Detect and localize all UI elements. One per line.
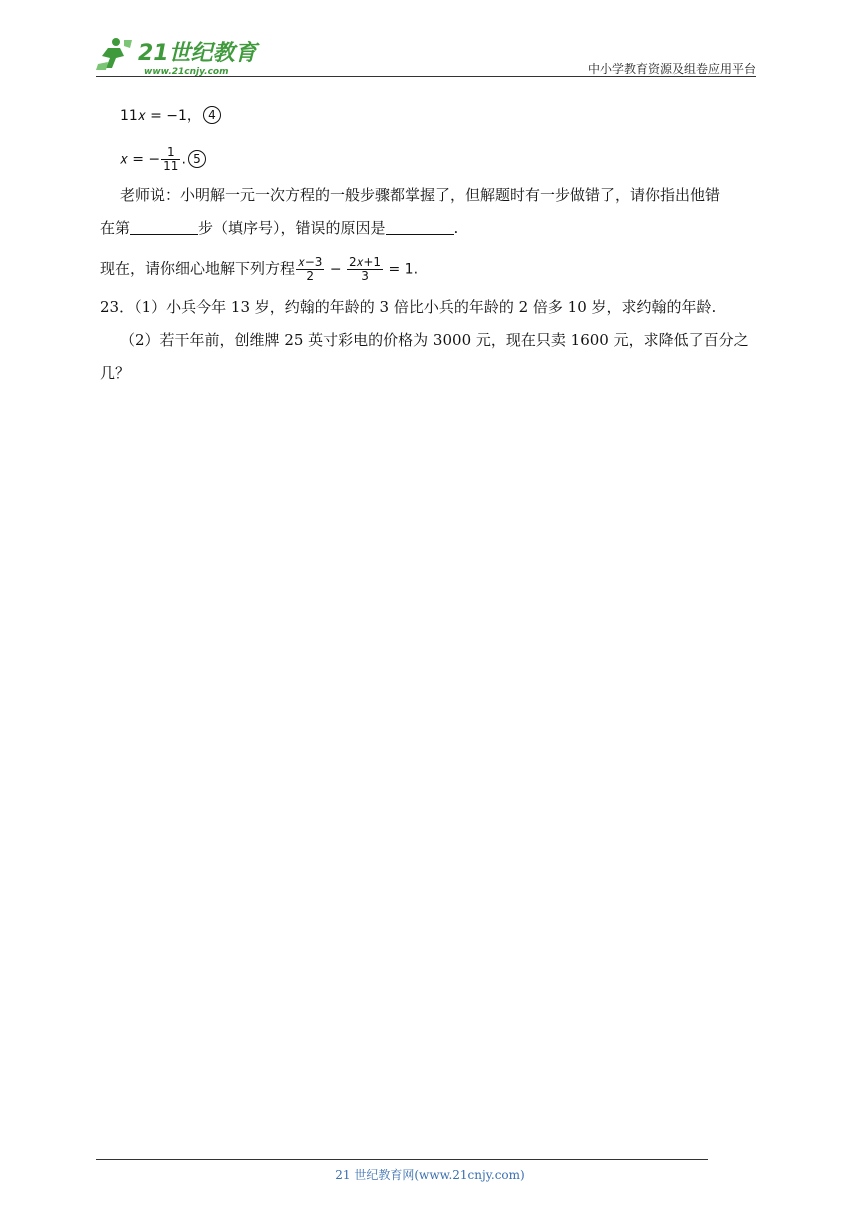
- step-number-blank[interactable]: [130, 220, 198, 235]
- solve-prefix: 现在，请你细心地解下列方程: [100, 259, 296, 278]
- step-5-period: .: [181, 151, 186, 168]
- step-5-marker: 5: [188, 150, 206, 168]
- fraction-2-numerator: 2𝑥+1: [349, 255, 382, 269]
- reason-blank[interactable]: [386, 220, 454, 235]
- logo-text: 21世纪教育: [138, 41, 257, 66]
- fraction-1-denominator: 2: [306, 269, 315, 283]
- header-divider: [96, 76, 756, 77]
- step-4-marker: 4: [203, 106, 221, 124]
- step-4-equation: 11𝑥 = −1，: [120, 108, 201, 124]
- runner-icon: [96, 38, 132, 70]
- fraction-2: [347, 256, 383, 283]
- footer-link[interactable]: 21 世纪教育网(www.21cnjy.com): [335, 1168, 525, 1182]
- step-4-line: [120, 105, 221, 126]
- question-23-part-2: （2）若干年前，创维牌 25 英寸彩电的价格为 3000 元，现在只卖 1600 元，求降低了百分之: [120, 331, 749, 349]
- solve-equation-line: [100, 256, 418, 283]
- fraction-1-numerator: 𝑥−3: [298, 255, 323, 269]
- footer-divider: [96, 1159, 708, 1160]
- fraction-2-denominator: 3: [361, 269, 369, 283]
- equation-rhs: = 1.: [384, 261, 419, 278]
- site-logo: [94, 34, 264, 78]
- step-5-lhs: 𝑥 = −: [120, 151, 161, 168]
- step-5-denominator: 11: [163, 159, 179, 173]
- fraction-1: [296, 256, 324, 283]
- teacher-comment-line-2: [100, 218, 458, 238]
- step-5-line: [120, 146, 206, 173]
- question-23-part-2-continued: 几？: [100, 364, 131, 382]
- minus-sign: −: [325, 261, 347, 278]
- logo-url: www.21cnjy.com: [144, 67, 229, 77]
- teacher-line2-c: .: [453, 219, 459, 237]
- step-5-numerator: 1: [161, 146, 180, 160]
- step-5-fraction: [161, 146, 180, 173]
- teacher-comment-line-1: 老师说：小明解一元一次方程的一般步骤都掌握了，但解题时有一步做错了，请你指出他错: [120, 186, 721, 204]
- question-23-part-1: 23．（1）小兵今年 13 岁，约翰的年龄的 3 倍比小兵的年龄的 2 倍多 10 岁，求约翰的年龄.: [100, 298, 717, 316]
- teacher-line2-a: 在第: [100, 219, 131, 237]
- header-tagline: 中小学教育资源及组卷应用平台: [587, 62, 756, 76]
- teacher-line2-b: 步（填序号），错误的原因是: [198, 219, 386, 237]
